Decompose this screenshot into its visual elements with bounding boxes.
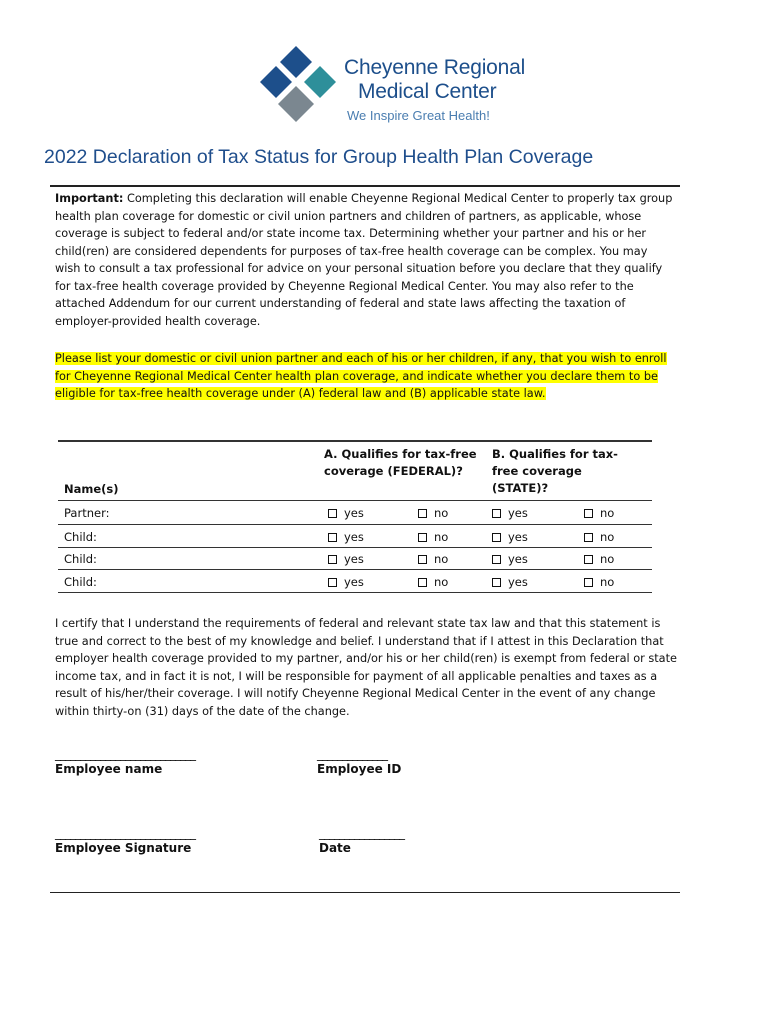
date-line[interactable]: _________________ bbox=[319, 826, 404, 840]
checkbox-icon[interactable] bbox=[328, 533, 337, 542]
federal-yes-option[interactable]: yes bbox=[328, 575, 364, 589]
state-no-option[interactable]: no bbox=[584, 530, 614, 544]
state-yes-option[interactable]: yes bbox=[492, 552, 528, 566]
state-yes-option[interactable]: yes bbox=[492, 506, 528, 520]
logo-mark-icon bbox=[258, 44, 344, 128]
checkbox-icon[interactable] bbox=[584, 555, 593, 564]
certification-paragraph: I certify that I understand the requirements of federal and relevant state tax law and that this statement is true and correct to the best of my knowledge and belief. I understand that if I attest in this Declaration that employer health coverage provided to my partner, and/or his or her child(ren) is exempt from federal or state income tax, and in fact it is not, I will be responsible for payment of all applicable penalties and taxes as a result of his/her/their coverage. I will notify Cheyenne Regional Medical Center in the event of any change within thirty-on (31) days of the date of the change. bbox=[55, 617, 677, 718]
instruction-paragraph bbox=[55, 350, 675, 403]
checkbox-icon[interactable] bbox=[584, 578, 593, 587]
table-row-rule bbox=[58, 547, 652, 548]
employee-id-label: Employee ID bbox=[317, 762, 402, 776]
checkbox-icon[interactable] bbox=[418, 533, 427, 542]
row-label: Child: bbox=[64, 530, 97, 544]
row-label: Child: bbox=[64, 552, 97, 566]
checkbox-icon[interactable] bbox=[328, 555, 337, 564]
state-no-option[interactable]: no bbox=[584, 552, 614, 566]
checkbox-icon[interactable] bbox=[584, 509, 593, 518]
row-label: Partner: bbox=[64, 506, 110, 520]
page-title: 2022 Declaration of Tax Status for Group Health Plan Coverage bbox=[44, 146, 594, 168]
state-yes-option[interactable]: yes bbox=[492, 530, 528, 544]
state-yes-option[interactable]: yes bbox=[492, 575, 528, 589]
federal-no-option[interactable]: no bbox=[418, 506, 448, 520]
checkbox-icon[interactable] bbox=[418, 509, 427, 518]
employee-id-line[interactable]: ______________ bbox=[317, 747, 387, 761]
checkbox-icon[interactable] bbox=[492, 555, 501, 564]
state-no-option[interactable]: no bbox=[584, 575, 614, 589]
table-top-rule bbox=[58, 440, 652, 442]
logo-name-line1: Cheyenne Regional bbox=[344, 56, 526, 79]
date-label: Date bbox=[319, 841, 351, 855]
federal-yes-option[interactable]: yes bbox=[328, 552, 364, 566]
intro-paragraph bbox=[55, 190, 675, 330]
employee-signature-label: Employee Signature bbox=[55, 841, 192, 855]
table-row-rule bbox=[58, 569, 652, 570]
state-no-option[interactable]: no bbox=[584, 506, 614, 520]
header-federal: A. Qualifies for tax-free coverage (FEDERAL)? bbox=[324, 447, 477, 478]
intro-text: Completing this declaration will enable Cheyenne Regional Medical Center to properly tax group health plan coverage for domestic or civil union partners and children of partners, as applicable, whose coverage is subject to federal and/or state income tax. Determining whether your partner and his or her child(ren) are considered dependents for purposes of tax-free health coverage can be complex. You may wish to consult a tax professional for advice on your personal situation before you declare that they qualify for tax-free health coverage provided by Cheyenne Regional Medical Center. You may also refer to the attached Addendum for our current understanding of federal and state laws affecting the taxation of employer-provided health coverage. bbox=[55, 192, 673, 328]
instruction-text: Please list your domestic or civil union partner and each of his or her children, if any, that you wish to enroll for Cheyenne Regional Medical Center health plan coverage, and indicate whether you declare them to be eligible for tax-free health coverage under (A) federal law and (B) applicable state law. bbox=[55, 352, 667, 400]
employee-name-label: Employee name bbox=[55, 762, 163, 776]
checkbox-icon[interactable] bbox=[328, 509, 337, 518]
checkbox-icon[interactable] bbox=[418, 578, 427, 587]
federal-yes-option[interactable]: yes bbox=[328, 530, 364, 544]
logo-name-line2: Medical Center bbox=[358, 80, 497, 103]
table-bottom-rule bbox=[58, 592, 652, 593]
header-names: Name(s) bbox=[64, 482, 119, 496]
table-header-rule bbox=[58, 500, 652, 501]
checkbox-icon[interactable] bbox=[328, 578, 337, 587]
header-state: B. Qualifies for tax-free coverage (STATE)? bbox=[492, 447, 618, 495]
row-label: Child: bbox=[64, 575, 97, 589]
employee-name-line[interactable]: ____________________________ bbox=[55, 747, 195, 761]
federal-no-option[interactable]: no bbox=[418, 575, 448, 589]
checkbox-icon[interactable] bbox=[584, 533, 593, 542]
checkbox-icon[interactable] bbox=[492, 509, 501, 518]
logo-tagline: We Inspire Great Health! bbox=[347, 108, 490, 123]
checkbox-icon[interactable] bbox=[418, 555, 427, 564]
intro-label: Important: bbox=[55, 192, 124, 205]
federal-yes-option[interactable]: yes bbox=[328, 506, 364, 520]
employee-signature-line[interactable]: ____________________________ bbox=[55, 826, 195, 840]
footer-divider bbox=[50, 892, 680, 893]
checkbox-icon[interactable] bbox=[492, 533, 501, 542]
organization-logo bbox=[258, 44, 528, 128]
federal-no-option[interactable]: no bbox=[418, 552, 448, 566]
checkbox-icon[interactable] bbox=[492, 578, 501, 587]
federal-no-option[interactable]: no bbox=[418, 530, 448, 544]
title-divider bbox=[50, 185, 680, 187]
table-row-rule bbox=[58, 524, 652, 525]
